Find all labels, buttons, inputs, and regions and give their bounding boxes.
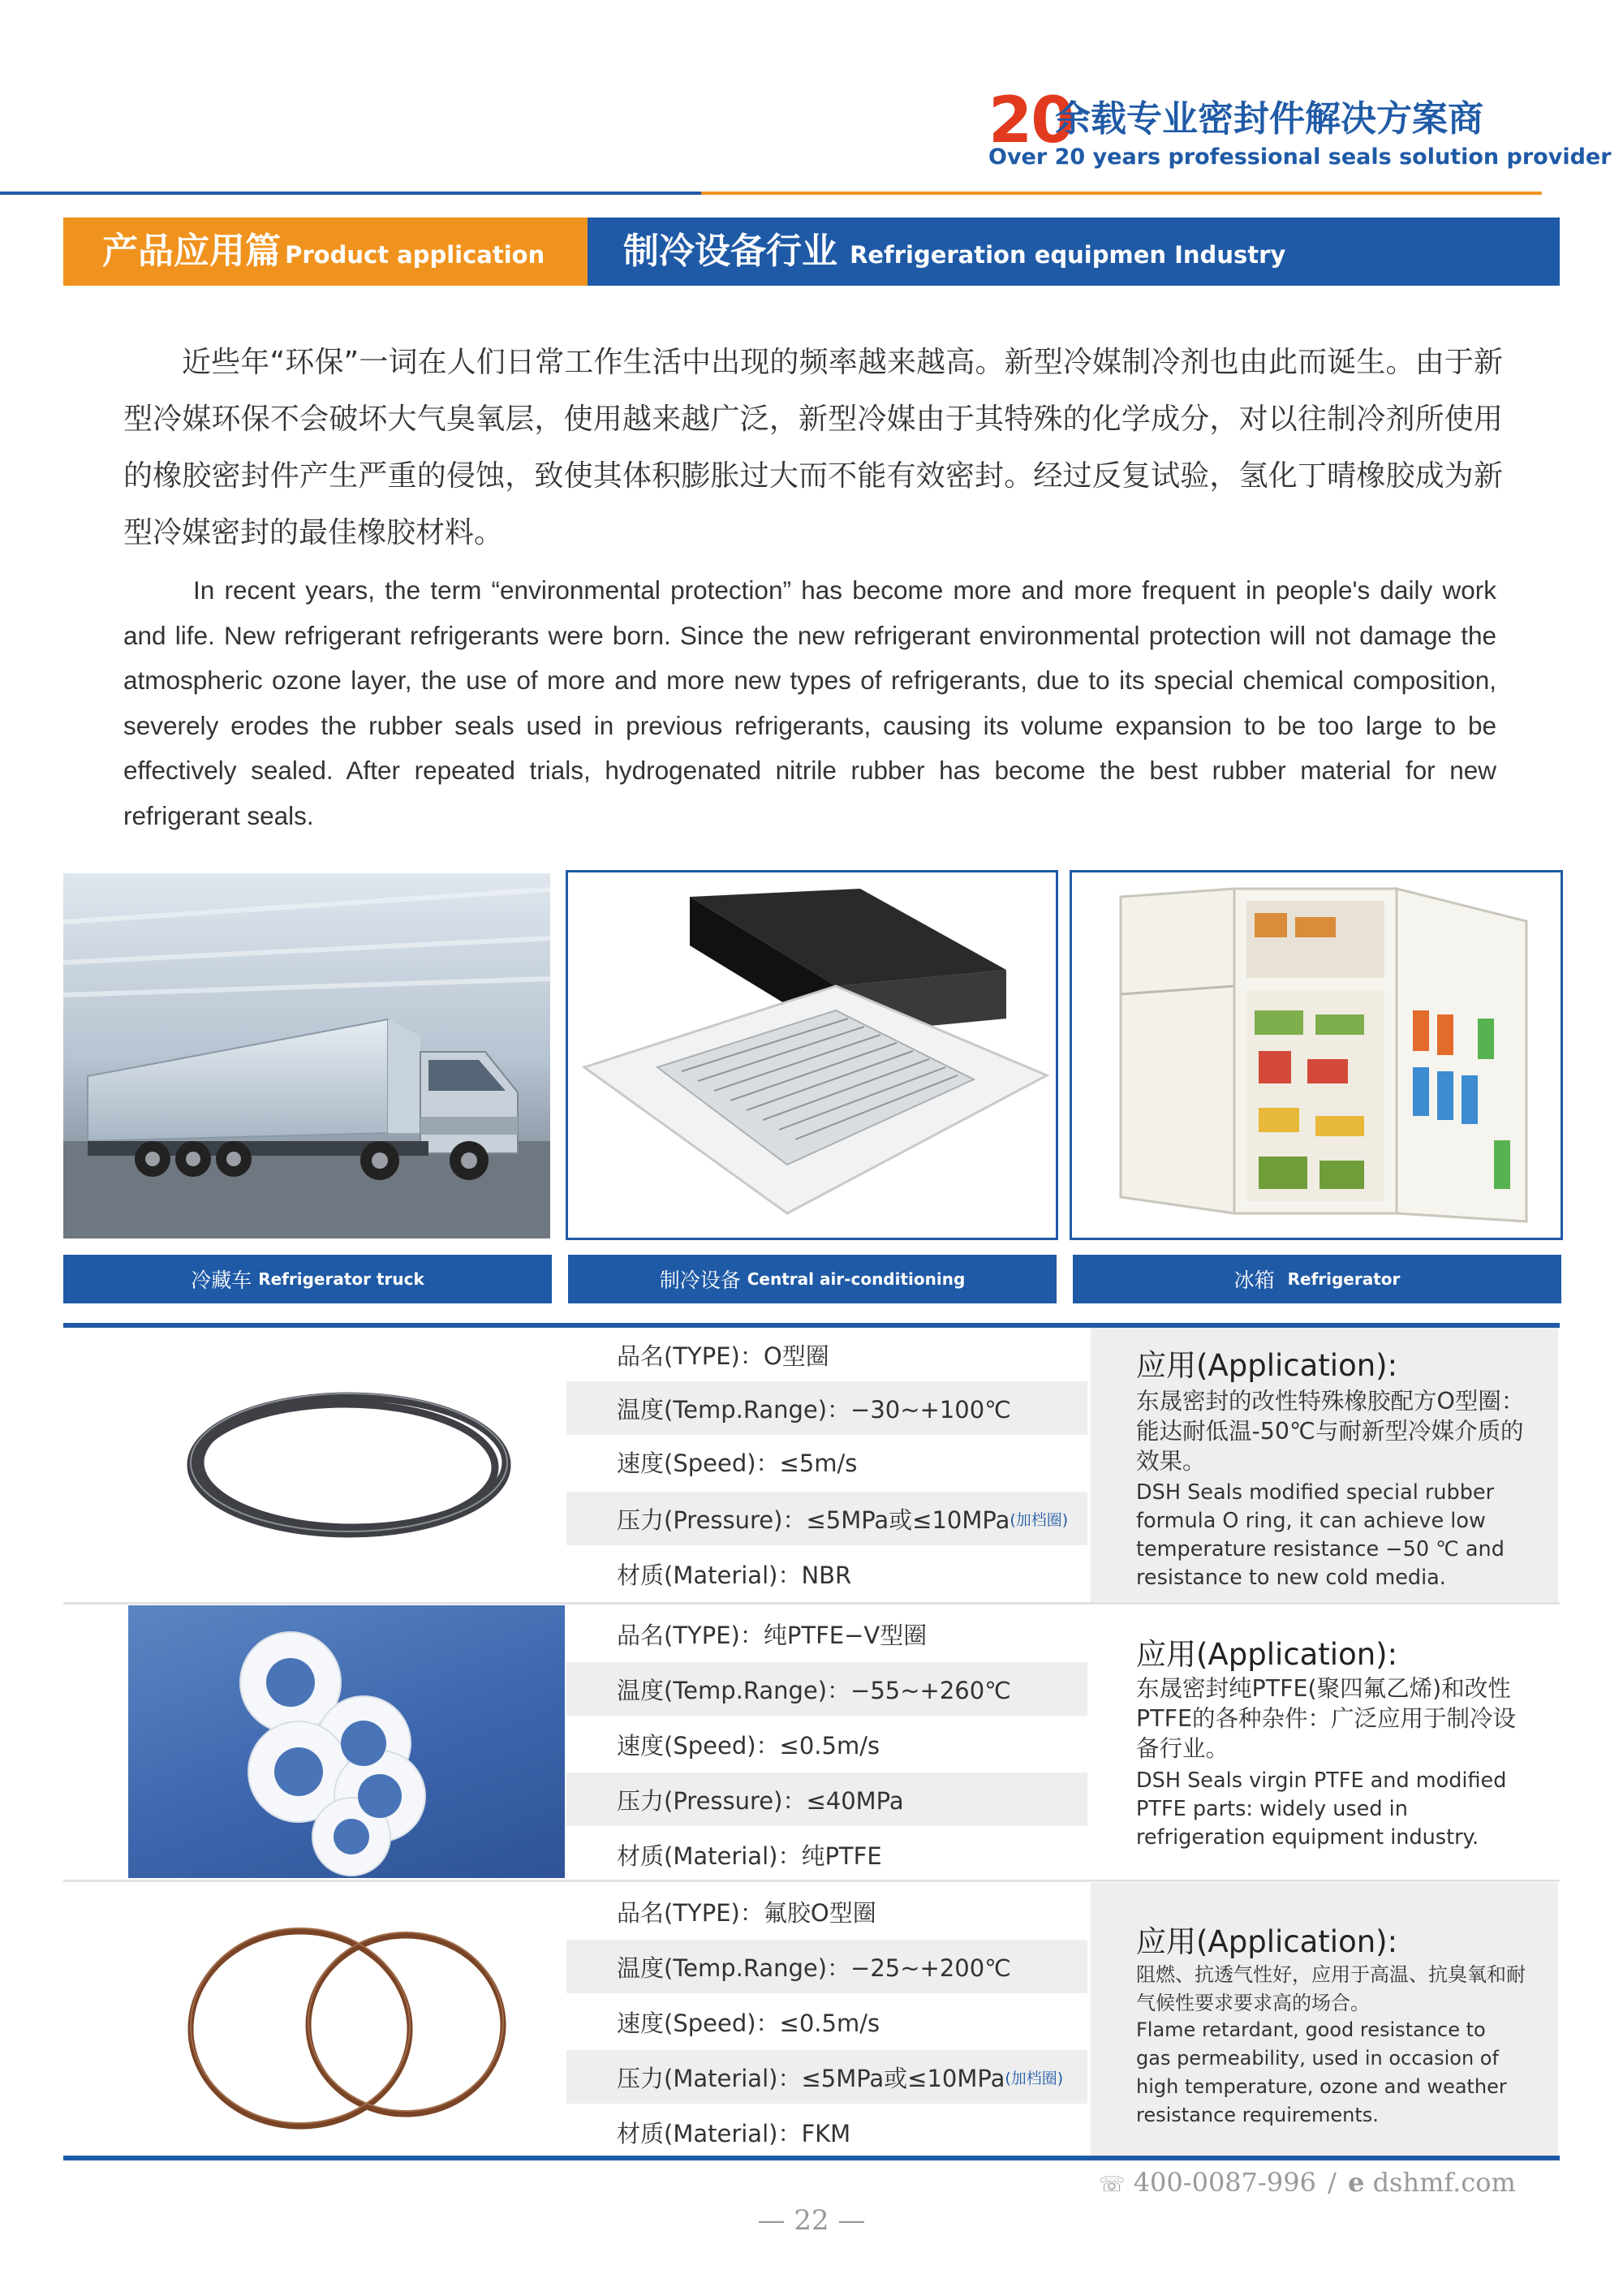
p2-application-cn: 东晟密封纯PTFE(聚四氟乙烯)和改性PTFE的各种杂件：广泛应用于制冷设备行业。	[1136, 1675, 1516, 1762]
o-ring-black-illustration	[179, 1380, 519, 1550]
web-icon: e	[1348, 2167, 1365, 2198]
refrigerator-truck-photo	[63, 873, 550, 1238]
row-separator-2	[63, 1880, 1560, 1882]
p2-application-en: DSH Seals virgin PTFE and modified PTFE parts: widely used in refrigeration equipment industry.	[1136, 1768, 1507, 1850]
header-years-number: 20	[988, 84, 1074, 157]
section-left-cn: 产品应用篇	[102, 230, 281, 272]
caption-ac-cn: 制冷设备	[659, 1269, 741, 1292]
p3-row-speed: 速度(Speed)：≤0.5m/s	[617, 2009, 880, 2037]
header-rule-orange	[701, 192, 1542, 195]
header-rule-blue	[0, 192, 701, 195]
page-number: — 22 —	[757, 2204, 866, 2237]
o-ring-brown-illustration	[179, 1915, 519, 2134]
section-right-en: Refrigeration equipmen Industry	[850, 241, 1286, 269]
nbr-o-ring-photo	[179, 1380, 519, 1554]
p1-pressure-value: 压力(Pressure)：≤5MPa或≤10MPa	[617, 1506, 1010, 1534]
footer-contact: ☏ 400-0087-996 / e dshmf.com	[1099, 2167, 1516, 2198]
p2-row-temp: 温度(Temp.Range)：−55~+260℃	[566, 1662, 1087, 1716]
fkm-o-ring-photo	[179, 1915, 519, 2139]
p1-row-speed: 速度(Speed)：≤5m/s	[617, 1449, 858, 1477]
p1-row-pressure	[566, 1492, 1087, 1545]
section-left-en: Product application	[285, 241, 545, 269]
phone-icon: ☏	[1099, 2173, 1126, 2197]
caption-ac-en: Central air-conditioning	[747, 1269, 966, 1289]
caption-central-air-conditioning	[568, 1255, 1057, 1303]
p2-row-type: 品名(TYPE)：纯PTFE−V型圈	[617, 1621, 928, 1649]
section-right-cn: 制冷设备行业	[623, 230, 837, 272]
caption-truck-cn: 冷藏车	[191, 1269, 252, 1292]
p2-row-pressure: 压力(Pressure)：≤40MPa	[566, 1773, 1087, 1826]
section-title-left	[102, 230, 545, 281]
p3-row-pressure	[566, 2050, 1087, 2104]
p2-row-speed: 速度(Speed)：≤0.5m/s	[617, 1731, 880, 1760]
header-tagline-en: Over 20 years professional seals solution provider	[988, 144, 1612, 170]
footer-phone: 400-0087-996	[1133, 2167, 1316, 2198]
header-tagline-cn: 余载专业密封件解决方案商	[1055, 98, 1483, 140]
caption-refrigerator-truck	[63, 1255, 552, 1303]
ptfe-parts-photo	[128, 1605, 565, 1878]
fridge-illustration	[1072, 872, 1561, 1238]
caption-fridge-cn: 冰箱	[1233, 1269, 1275, 1292]
refrigerator-photo	[1070, 870, 1563, 1240]
p3-pressure-value: 压力(Material)：≤5MPa或≤10MPa	[617, 2064, 1005, 2092]
p3-row-material: 材质(Material)：FKM	[617, 2119, 851, 2147]
p3-application-en: Flame retardant, good resistance to gas permeability, used in occasion of high temperature, ozone and weather resistance requirements.	[1136, 2018, 1507, 2126]
truck-illustration	[63, 873, 550, 1238]
caption-truck-en: Refrigerator truck	[258, 1269, 424, 1289]
footer-website: dshmf.com	[1372, 2167, 1516, 2198]
row-separator-1	[63, 1602, 1560, 1605]
ac-unit-illustration	[568, 872, 1056, 1238]
p1-row-temp: 温度(Temp.Range)：−30~+100℃	[566, 1381, 1087, 1435]
section-title-right	[623, 230, 1285, 281]
central-air-conditioning-photo	[566, 870, 1058, 1240]
p1-application-en: DSH Seals modified special rubber formula O ring, it can achieve low temperature resistance −50 ℃ and resistance to new cold media.	[1136, 1480, 1505, 1590]
p1-application-cn: 东晟密封的改性特殊橡胶配方O型圈：能达耐低温-50℃与耐新型冷媒介质的效果。	[1136, 1388, 1525, 1475]
p3-application-cn: 阻燃、抗透气性好，应用于高温、抗臭氧和耐气候性要求要求高的场合。	[1136, 1963, 1526, 2014]
p3-application-title: 应用(Application):	[1136, 1924, 1398, 1959]
caption-fridge-en: Refrigerator	[1287, 1269, 1401, 1289]
p3-row-temp: 温度(Temp.Range)：−25~+200℃	[566, 1940, 1087, 1993]
p1-pressure-note: (加档圈)	[1010, 1510, 1069, 1529]
caption-refrigerator	[1073, 1255, 1561, 1303]
intro-paragraph-en: In recent years, the term “environmental protection” has become more and more frequent in people's daily work and life. New refrigerant refrigerants were born. Since the new refrigerant environmental protection will not damage the atmospheric ozone layer, the use of more and more new types of refrigerants, due to its special chemical composition, severely erodes the rubber seals used in previous refrigerants, causing its volume expansion to be too large to be effectively sealed. After repeated trials, hydrogenated nitrile rubber has become the best rubber material for new refrigerant seals.	[123, 575, 1496, 830]
p3-row-type: 品名(TYPE)：氟胶O型圈	[617, 1898, 876, 1927]
p2-row-material: 材质(Material)：纯PTFE	[617, 1842, 882, 1870]
table-bottom-rule	[63, 2156, 1560, 2160]
p1-row-type: 品名(TYPE)：O型圈	[617, 1342, 829, 1370]
p1-application-title: 应用(Application):	[1136, 1348, 1398, 1383]
p3-pressure-note: (加档圈)	[1005, 2069, 1064, 2087]
intro-paragraph-cn: 近些年“环保”一词在人们日常工作生活中出现的频率越来越高。新型冷媒制冷剂也由此而诞生。由于新型冷媒环保不会破坏大气臭氧层，使用越来越广泛，新型冷媒由于其特殊的化学成分，对以往制冷剂所使用的橡胶密封件产生严重的侵蚀，致使其体积膨胀过大而不能有效密封。经过反复试验，氢化丁晴橡胶成为新型冷媒密封的最佳橡胶材料。	[123, 346, 1503, 549]
p1-row-material: 材质(Material)：NBR	[617, 1561, 852, 1589]
ptfe-rings-illustration	[128, 1605, 565, 1878]
p2-application-title: 应用(Application):	[1136, 1637, 1398, 1672]
